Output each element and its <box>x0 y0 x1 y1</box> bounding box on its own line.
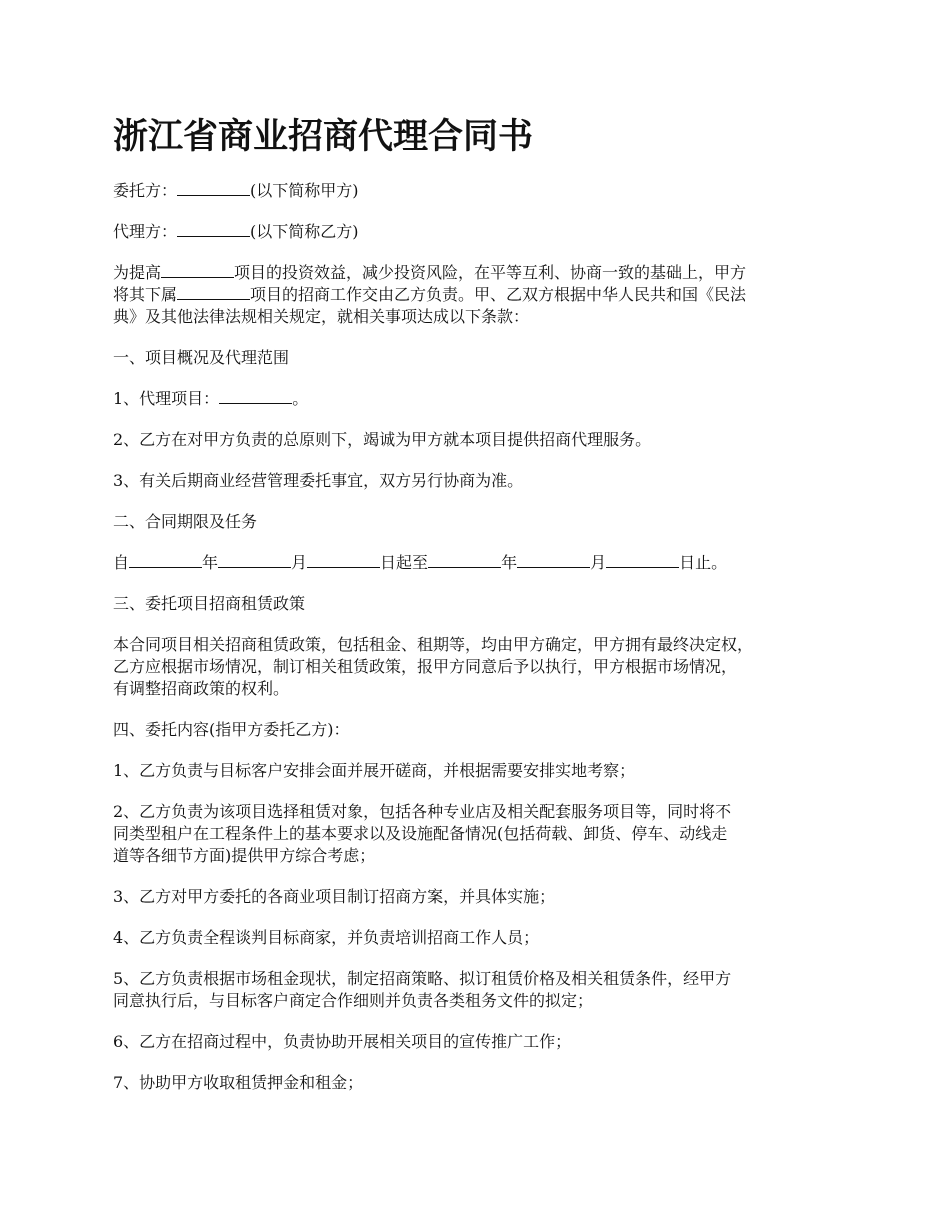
end-year-blank <box>428 553 501 568</box>
section-4-heading: 四、委托内容(指甲方委托乙方)： <box>113 720 350 739</box>
section-4-item-2-line-1: 2、乙方负责为该项目选择租赁对象，包括各种专业店及相关配套服务项目等，同时将不 <box>113 802 732 821</box>
section-4-item-5 <box>113 968 843 1012</box>
party-a-prefix: 委托方： <box>113 181 178 200</box>
start-month-blank <box>218 553 291 568</box>
party-a-suffix: (以下简称甲方) <box>250 181 359 200</box>
term-month-1: 月 <box>291 553 308 572</box>
project-name-blank <box>219 389 292 404</box>
section-4-item-6: 6、乙方在招商过程中，负责协助开展相关项目的宣传推广工作； <box>113 1032 572 1051</box>
intro-l1-b: 项目的投资效益，减少投资风险，在平等互利、协商一致的基础上，甲方 <box>234 263 747 282</box>
section-3-paragraph <box>113 634 843 700</box>
section-4-item-2-line-3: 道等各细节方面)提供甲方综合考虑； <box>113 846 376 865</box>
item-1-suffix: 。 <box>292 389 309 408</box>
section-4-item-1: 1、乙方负责与目标客户安排会面并展开磋商，并根据需要安排实地考察； <box>113 761 636 780</box>
intro-blank-2 <box>177 285 250 300</box>
section-1-heading: 一、项目概况及代理范围 <box>113 348 290 367</box>
party-b-prefix: 代理方： <box>113 222 178 241</box>
intro-l1-a: 为提高 <box>113 263 162 282</box>
end-day-blank <box>606 553 679 568</box>
section-1-item-1 <box>113 388 843 410</box>
section-3-line-1: 本合同项目相关招商租赁政策，包括租金、租期等，均由甲方确定，甲方拥有最终决定权， <box>113 635 754 654</box>
contract-document <box>113 112 843 1113</box>
end-month-blank <box>517 553 590 568</box>
section-4-item-4: 4、乙方负责全程谈判目标商家，并负责培训招商工作人员； <box>113 928 540 947</box>
intro-l2-b: 项目的招商工作交由乙方负责。甲、乙双方根据中华人民共和国《民法 <box>250 285 747 304</box>
intro-line-1 <box>113 262 843 284</box>
intro-line-3: 典》及其他法律法规相关规定，就相关事项达成以下条款： <box>113 307 530 326</box>
start-year-blank <box>129 553 202 568</box>
term-from: 自 <box>113 553 130 572</box>
document-title: 浙江省商业招商代理合同书 <box>113 116 534 157</box>
section-4-item-2 <box>113 801 843 867</box>
party-a-line <box>113 180 843 202</box>
section-3-line-2: 乙方应根据市场情况，制订相关租赁政策，报甲方同意后予以执行，甲方根据市场情况， <box>113 657 738 676</box>
item-1-prefix: 1、代理项目： <box>113 389 220 408</box>
section-4-item-3: 3、乙方对甲方委托的各商业项目制订招商方案，并具体实施； <box>113 887 556 906</box>
party-b-blank <box>177 222 250 237</box>
section-4-item-5-line-1: 5、乙方负责根据市场租金现状，制定招商策略、拟订租赁价格及相关租赁条件，经甲方 <box>113 969 732 988</box>
section-3-heading: 三、委托项目招商租赁政策 <box>113 594 306 613</box>
term-year-1: 年 <box>202 553 219 572</box>
party-b-suffix: (以下简称乙方) <box>250 222 359 241</box>
intro-line-2 <box>113 284 843 306</box>
intro-paragraph <box>113 262 843 328</box>
term-year-2: 年 <box>501 553 518 572</box>
section-4-item-2-line-2: 同类型租户在工程条件上的基本要求以及设施配备情况(包括荷载、卸货、停车、动线走 <box>113 824 728 843</box>
party-a-blank <box>177 181 250 196</box>
section-4-item-5-line-2: 同意执行后，与目标客户商定合作细则并负责各类租务文件的拟定； <box>113 991 594 1010</box>
term-end: 日止。 <box>679 553 728 572</box>
contract-term-line <box>113 552 843 574</box>
section-1-item-2: 2、乙方在对甲方负责的总原则下，竭诚为甲方就本项目提供招商代理服务。 <box>113 430 652 449</box>
term-month-2: 月 <box>590 553 607 572</box>
intro-blank-1 <box>161 263 234 278</box>
intro-l2-a: 将其下属 <box>113 285 178 304</box>
section-3-line-3: 有调整招商政策的权利。 <box>113 679 290 698</box>
section-2-heading: 二、合同期限及任务 <box>113 512 258 531</box>
section-1-item-3: 3、有关后期商业经营管理委托事宜，双方另行协商为准。 <box>113 471 524 490</box>
start-day-blank <box>307 553 380 568</box>
party-b-line <box>113 221 843 243</box>
term-day-to: 日起至 <box>380 553 429 572</box>
section-4-item-7: 7、协助甲方收取租赁押金和租金； <box>113 1073 364 1092</box>
